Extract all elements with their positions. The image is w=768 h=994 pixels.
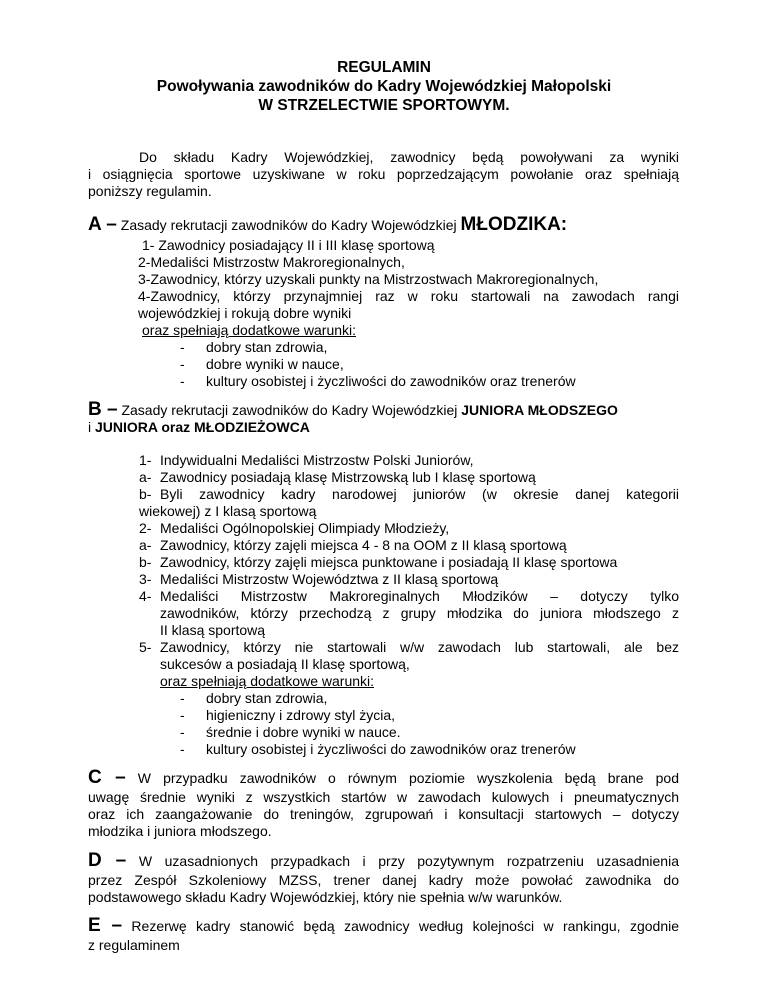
section-b-heading-pre: i [88, 419, 95, 435]
list-marker: b- [139, 554, 152, 570]
section-c-line-4: młodzika i juniora młodszego. [88, 823, 272, 839]
section-a-condition-3: kultury osobistej i życzliwości do zawodników oraz trenerów [206, 373, 576, 389]
list-marker: 1- [139, 452, 152, 468]
list-marker: 4- [139, 588, 152, 604]
section-b-item: Zawodnicy, którzy zajęli miejsca 4 - 8 na OOM z II klasą sportową [160, 537, 567, 553]
section-a-condition-2: dobre wyniki w nauce, [206, 356, 344, 372]
doc-subtitle: Powoływania zawodników do Kadry Wojewódzkiej Małopolski [156, 78, 612, 95]
section-d-line-3: podstawowego składu Kadry Wojewódzkiej, który nie spełnia w/w warunków. [88, 889, 563, 905]
section-b-item: Byli zawodnicy kadry narodowej juniorów (w okresie danej kategorii [160, 486, 679, 502]
section-b-item: Zawodnicy, którzy zajęli miejsca punktowane i posiadają II klasę sportowa [160, 554, 618, 570]
section-b-conditions-label: oraz spełniają dodatkowe warunki: [160, 673, 375, 689]
intro-line-2: i osiągnięcia sportowe uzyskiwane w roku poprzedzającym powołanie oraz spełniają [88, 166, 679, 182]
section-b-heading [88, 401, 618, 419]
section-b-item: Zawodnicy posiadają klasę Mistrzowską lub I klasę sportową [160, 469, 536, 485]
section-b-item: Zawodnicy, którzy nie startowali w/w zawodach lub startowali, ale bez [160, 639, 679, 655]
section-a-letter: A – [88, 214, 117, 235]
section-b-item: Medaliści Mistrzostw Województwa z II klasą sportową [160, 571, 499, 587]
section-b-heading-text: Zasady rekrutacji zawodników do Kadry Wojewódzkiej [117, 402, 462, 418]
bullet-dash: - [180, 724, 185, 740]
section-b-condition-1: dobry stan zdrowia, [206, 690, 328, 706]
section-d-text-1: W uzasadnionych przypadkach i przy pozytywnym rozpatrzeniu uzasadnienia [126, 853, 679, 869]
bullet-dash: - [180, 690, 185, 706]
section-b-item-cont: zawodników, którzy przechodzą z grupy młodzika do juniora młodszego z [160, 605, 679, 621]
section-a-heading-bold: MŁODZIKA: [460, 214, 568, 235]
section-b-item: Medaliści Mistrzostw Makroreginalnych Młodzików – dotyczy tylko [160, 588, 679, 604]
bullet-dash: - [180, 707, 185, 723]
list-marker: 3- [139, 571, 152, 587]
section-b-item: Medaliści Ogólnopolskiej Olimpiady Młodzieży, [160, 520, 450, 536]
section-b-heading-bold-2: JUNIORA oraz MŁODZIEŻOWCA [95, 419, 310, 435]
section-a-heading-text: Zasady rekrutacji zawodników do Kadry Wojewódzkiej [116, 217, 461, 233]
intro-line-3: poniższy regulamin. [88, 183, 212, 199]
doc-title: REGULAMIN [337, 59, 431, 76]
section-a-item-1: 1- Zawodnicy posiadający II i III klasę sportową [142, 237, 435, 253]
bullet-dash: - [180, 356, 185, 372]
doc-subtitle-2: W STRZELECTWIE SPORTOWYM. [258, 97, 510, 114]
section-a-heading [88, 216, 567, 234]
section-a-conditions-label: oraz spełniają dodatkowe warunki: [142, 322, 357, 338]
section-a-item-4: 4-Zawodnicy, którzy przynajmniej raz w roku startowali na zawodach rangi [138, 288, 679, 304]
section-d-line-1 [88, 852, 679, 870]
list-marker: a- [139, 469, 152, 485]
section-d-line-2: przez Zespół Szkoleniowy MZSS, trener danej kadry może powołać zawodnika do [88, 872, 679, 888]
section-a-item-4-cont: wojewódzkiej i rokują dobre wyniki [138, 305, 352, 321]
list-marker: 5- [139, 639, 152, 655]
section-b-heading-bold-1: JUNIORA MŁODSZEGO [461, 402, 618, 418]
section-c-line-2: uwagę średnie wyniki z wszystkich startów w zawodach kulowych i pneumatycznych [88, 789, 679, 805]
section-c-line-3: oraz ich zaangażowanie do treningów, zgrupowań i konsultacji startowych – dotyczy [88, 806, 679, 822]
list-marker: b- [139, 486, 152, 502]
section-a-item-2: 2-Medaliści Mistrzostw Makroregionalnych, [138, 254, 405, 270]
section-b-condition-4: kultury osobistej i życzliwości do zawodników oraz trenerów [206, 741, 576, 757]
section-d-letter: D – [88, 850, 127, 871]
section-b-letter: B – [88, 399, 118, 420]
section-b-item: Indywidualni Medaliści Mistrzostw Polski Juniorów, [160, 452, 474, 468]
section-c-letter: C – [88, 767, 126, 788]
bullet-dash: - [180, 741, 185, 757]
section-e-text-1: Rezerwę kadry stanowić będą zawodnicy według kolejności w rankingu, zgodnie [122, 918, 679, 934]
section-b-item-cont: wiekowej) z I klasą sportową [139, 503, 317, 519]
section-a-condition-1: dobry stan zdrowia, [206, 339, 328, 355]
section-b-item-cont: II klasą sportową [160, 622, 266, 638]
section-e-line-2: z regulaminem [88, 937, 180, 953]
section-b-heading-line-2 [88, 419, 310, 436]
section-e-letter: E – [88, 915, 123, 936]
section-c-text-1: W przypadku zawodników o równym poziomie wyszkolenia będą brane pod [125, 770, 679, 786]
section-a-item-3: 3-Zawodnicy, którzy uzyskali punkty na Mistrzostwach Makroregionalnych, [138, 271, 599, 287]
list-marker: a- [139, 537, 152, 553]
intro-line-1: Do składu Kadry Wojewódzkiej, zawodnicy będą powoływani za wyniki [139, 149, 679, 165]
section-c-line-1 [88, 769, 679, 787]
section-b-condition-3: średnie i dobre wyniki w nauce. [206, 724, 401, 740]
list-marker: 2- [139, 520, 152, 536]
bullet-dash: - [180, 339, 185, 355]
section-b-condition-2: higieniczny i zdrowy styl życia, [206, 707, 396, 723]
section-b-item-cont: sukcesów a posiadają II klasę sportową, [160, 656, 410, 672]
section-e-line-1 [88, 917, 679, 935]
bullet-dash: - [180, 373, 185, 389]
